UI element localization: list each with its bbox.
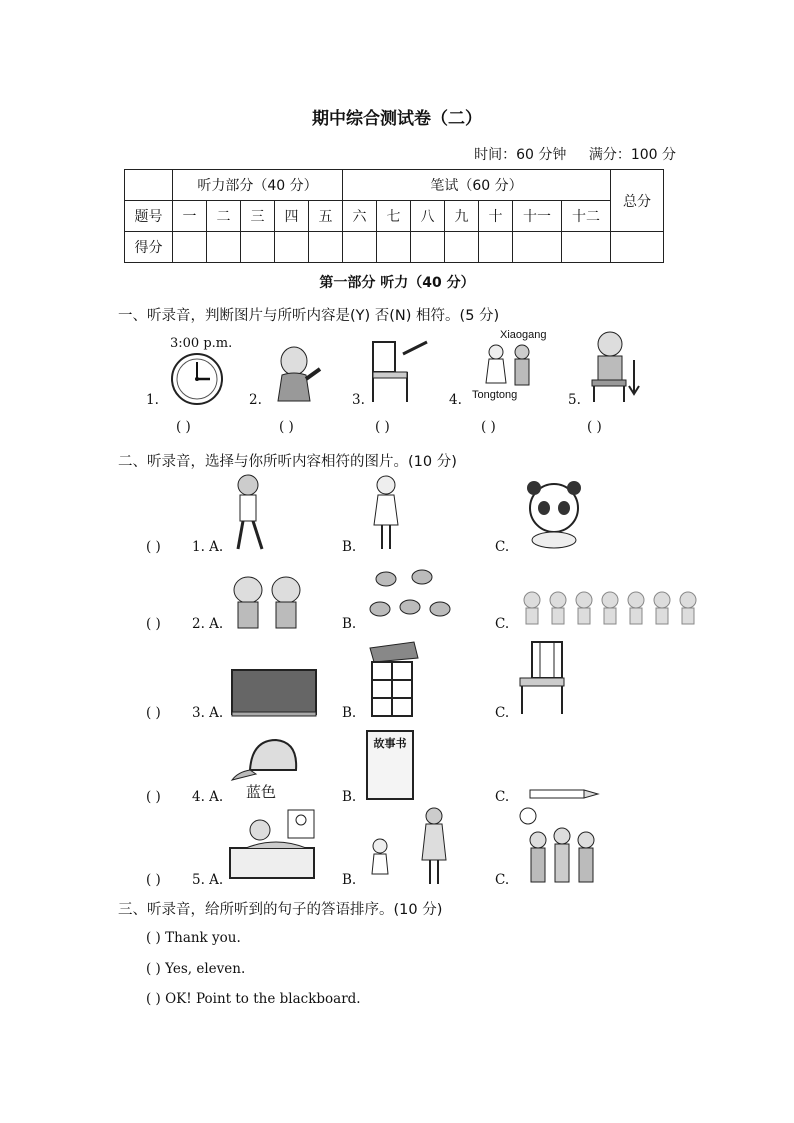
writing-header: 笔试（60 分） xyxy=(343,170,611,201)
q1-number: 1. xyxy=(146,392,159,408)
part-one-heading: 第一部分 听力（40 分） xyxy=(319,275,475,291)
q2-2-b: B. xyxy=(342,616,357,632)
q2-5-c: C. xyxy=(495,872,510,888)
sec3-item-2[interactable]: ( ) Yes, eleven. xyxy=(146,961,246,977)
col-number: 六 xyxy=(343,201,377,232)
col-number: 九 xyxy=(445,201,479,232)
pencil-image xyxy=(528,786,600,802)
col-number: 一 xyxy=(173,201,207,232)
q2-3-c: C. xyxy=(495,705,510,721)
two-children-image xyxy=(484,343,536,389)
listening-header: 听力部分（40 分） xyxy=(173,170,343,201)
score-cell[interactable] xyxy=(309,232,343,263)
q2-4-b: B. xyxy=(342,789,357,805)
col-number: 七 xyxy=(377,201,411,232)
answer-blank-4[interactable]: ( ) xyxy=(481,419,496,435)
q2-3-blank[interactable]: ( ) xyxy=(146,705,161,721)
total-header: 总分 xyxy=(611,170,664,232)
q2-1-label: 1. A. xyxy=(192,539,224,555)
q2-2-c: C. xyxy=(495,616,510,632)
boy-waving-image xyxy=(268,343,326,405)
chair-image xyxy=(518,640,570,716)
storybook-title: 故事书 xyxy=(373,737,407,750)
q2-1-c: C. xyxy=(495,539,510,555)
blank-cell xyxy=(125,170,173,201)
cats-image xyxy=(230,572,306,630)
score-cell[interactable] xyxy=(411,232,445,263)
col-number: 三 xyxy=(241,201,275,232)
three-children-clock-image xyxy=(518,806,602,886)
score-cell[interactable] xyxy=(513,232,562,263)
score-cell[interactable] xyxy=(445,232,479,263)
q2-2-blank[interactable]: ( ) xyxy=(146,616,161,632)
name-tongtong: Tongtong xyxy=(472,389,518,401)
boy-sitting-image xyxy=(586,330,642,404)
window-image xyxy=(366,640,444,718)
total-score-cell[interactable] xyxy=(611,232,664,263)
col-number: 四 xyxy=(275,201,309,232)
score-cell[interactable] xyxy=(173,232,207,263)
chair-pointing-image xyxy=(369,338,433,404)
child-bed-image xyxy=(226,808,318,884)
section-two-heading: 二、听录音，选择与你所听内容相符的图片。(10 分) xyxy=(118,454,457,470)
col-number: 八 xyxy=(411,201,445,232)
row-label-score: 得分 xyxy=(125,232,173,263)
blackboard-image xyxy=(230,668,318,718)
score-cell[interactable] xyxy=(241,232,275,263)
sec3-item-3[interactable]: ( ) OK! Point to the blackboard. xyxy=(146,991,361,1007)
col-number: 二 xyxy=(207,201,241,232)
answer-blank-2[interactable]: ( ) xyxy=(279,419,294,435)
section-one-heading: 一、听录音，判断图片与所听内容是(Y) 否(N) 相符。(5 分) xyxy=(118,308,500,324)
clock-time-text: 3:00 p.m. xyxy=(170,336,233,351)
birds-image xyxy=(366,563,454,629)
answer-blank-5[interactable]: ( ) xyxy=(587,419,602,435)
panda-image xyxy=(520,478,588,550)
q2-1-blank[interactable]: ( ) xyxy=(146,539,161,555)
answer-blank-1[interactable]: ( ) xyxy=(176,419,191,435)
q2-2-label: 2. A. xyxy=(192,616,224,632)
score-table xyxy=(124,169,664,263)
score-cell[interactable] xyxy=(207,232,241,263)
sec3-item-1[interactable]: ( ) Thank you. xyxy=(146,930,241,946)
woman-girl-image xyxy=(366,806,452,886)
q4-number: 4. xyxy=(449,392,462,408)
col-number: 十二 xyxy=(562,201,611,232)
q5-number: 5. xyxy=(568,392,581,408)
cap-color-label: 蓝色 xyxy=(246,783,277,801)
q2-number: 2. xyxy=(249,392,262,408)
name-xiaogang: Xiaogang xyxy=(500,329,547,341)
q2-5-b: B. xyxy=(342,872,357,888)
col-number: 十一 xyxy=(513,201,562,232)
boy-image xyxy=(230,473,270,553)
clock-image xyxy=(170,352,224,406)
row-label-number: 题号 xyxy=(125,201,173,232)
q2-4-c: C. xyxy=(495,789,510,805)
col-number: 十 xyxy=(479,201,513,232)
girl-image xyxy=(368,473,408,553)
q3-number: 3. xyxy=(352,392,365,408)
q2-4-label: 4. A. xyxy=(192,789,224,805)
cap-image xyxy=(230,736,300,782)
q2-5-label: 5. A. xyxy=(192,872,224,888)
storybook-image xyxy=(366,730,414,800)
time-label: 时间：60 分钟 xyxy=(474,147,567,163)
q2-5-blank[interactable]: ( ) xyxy=(146,872,161,888)
score-cell[interactable] xyxy=(343,232,377,263)
page-title: 期中综合测试卷（二） xyxy=(312,109,482,129)
monkeys-image xyxy=(520,588,704,628)
q2-1-b: B. xyxy=(342,539,357,555)
answer-blank-3[interactable]: ( ) xyxy=(375,419,390,435)
section-three-heading: 三、听录音，给所听到的句子的答语排序。(10 分) xyxy=(118,902,443,918)
score-cell[interactable] xyxy=(562,232,611,263)
q2-3-label: 3. A. xyxy=(192,705,224,721)
col-number: 五 xyxy=(309,201,343,232)
score-cell[interactable] xyxy=(479,232,513,263)
q2-3-b: B. xyxy=(342,705,357,721)
time-info xyxy=(456,144,676,164)
score-cell[interactable] xyxy=(377,232,411,263)
score-label: 满分：100 分 xyxy=(588,147,676,163)
q2-4-blank[interactable]: ( ) xyxy=(146,789,161,805)
score-cell[interactable] xyxy=(275,232,309,263)
